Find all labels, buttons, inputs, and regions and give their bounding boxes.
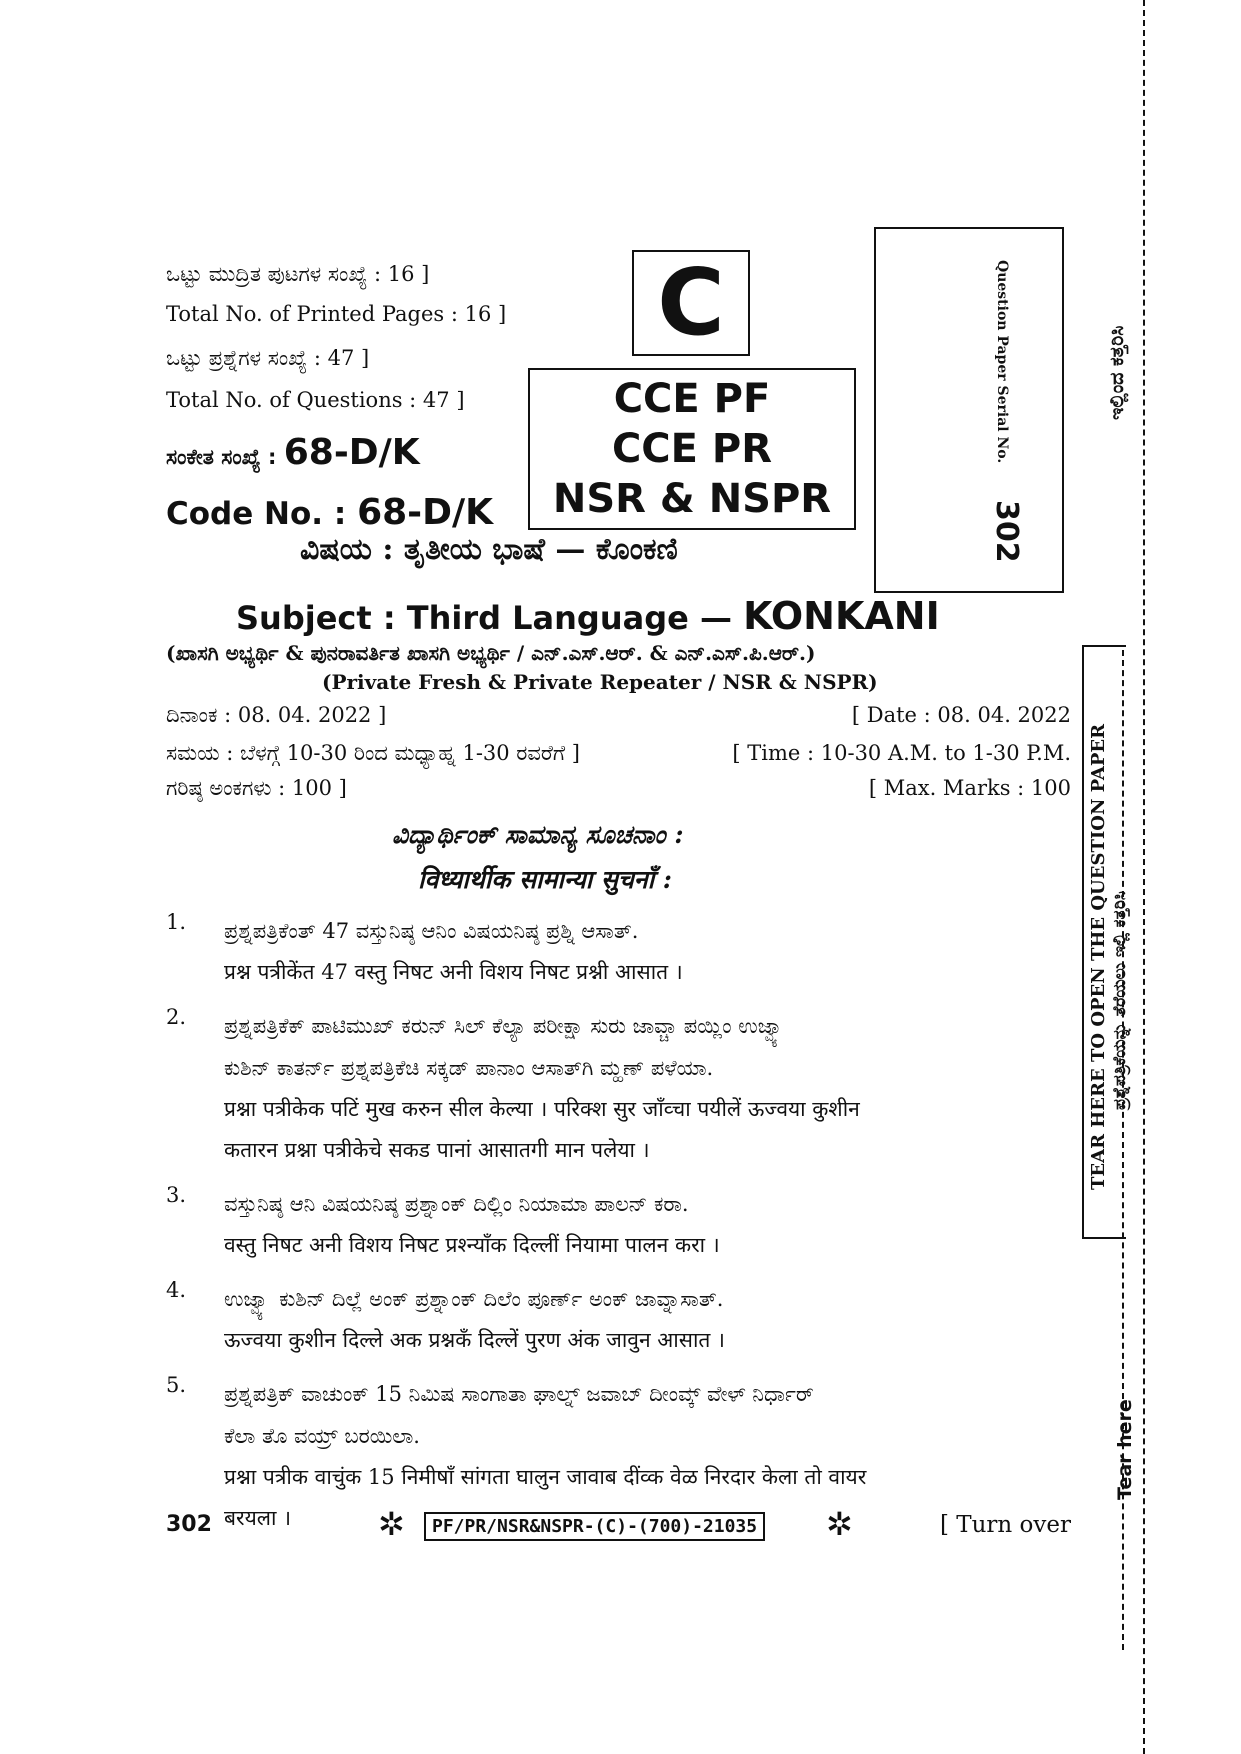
footer-code: PF/PR/NSR&NSPR-(C)-(700)-21035 <box>424 1512 765 1541</box>
tear-here: Tear here <box>1114 1399 1136 1500</box>
course-line: NSR & NSPR <box>552 476 832 522</box>
instruction-hi: प्रश्न पत्रीकेंत 47 वस्तु निषट अनी विशय निषट प्रश्नी आसात । <box>224 960 683 984</box>
tear-line-outer <box>1143 0 1145 1754</box>
ornament-icon: ✲ <box>378 1505 405 1543</box>
instruction-hi: वस्तु निषट अनी विशय निषट प्रश्न्याँक दिल्लीं नियामा पालन करा । <box>224 1233 720 1257</box>
ornament-icon: ✲ <box>826 1505 853 1543</box>
serial-number-box <box>874 227 1064 593</box>
instruction-item <box>166 1005 1066 1171</box>
time-en: [ Time : 10-30 A.M. to 1-30 P.M. <box>732 741 1071 765</box>
instruction-hi: कतारन प्रश्ना पत्रीकेचे सकड पानां आसातगी मान पलेया । <box>224 1138 650 1162</box>
instruction-hi: बरयला । <box>224 1506 292 1530</box>
subject-kn: ವಿಷಯ : ತೃತೀಯ ಭಾಷೆ — ಕೊಂಕಣಿ <box>300 532 678 567</box>
code-label-kn: ಸಂಕೇತ ಸಂಖ್ಯೆ : <box>166 445 284 469</box>
date-kn: ದಿನಾಂಕ : 08. 04. 2022 ] <box>166 703 387 727</box>
instruction-item <box>166 910 1066 993</box>
total-questions-kn: ಒಟ್ಟು ಪ್ರಶ್ನೆಗಳ ಸಂಖ್ಯೆ : 47 ] <box>166 346 370 370</box>
total-questions-en: Total No. of Questions : 47 ] <box>166 388 465 412</box>
instructions-heading-hi: विध्यार्थीक सामान्या सुचनाँ : <box>418 865 673 894</box>
subject-en-language: KONKANI <box>743 594 940 638</box>
instruction-number: 1. <box>166 910 187 934</box>
candidates-en: (Private Fresh & Private Repeater / NSR & NSPR) <box>322 670 878 694</box>
course-line: CCE PF <box>613 376 771 422</box>
tear-open-en: TEAR HERE TO OPEN THE QUESTION PAPER <box>1088 723 1109 1190</box>
instruction-kn: ಕುಶಿನ್ ಕಾತರ್ನ್ ಪ್ರಶ್ನಪತ್ರಿಕೆಚಿ ಸಕ್ಕಡ್ ಪಾನಾಂ ಆಸಾತ್‌ಗಿ ಮ್ಹಣ್ ಪಳೆಯಾ. <box>224 1056 714 1080</box>
date-en: [ Date : 08. 04. 2022 <box>851 703 1071 727</box>
subject-en-prefix: Subject : Third Language — <box>236 599 744 637</box>
instruction-kn: ಪ್ರಶ್ನಪತ್ರಿಕೆಕ್ ಪಾಟಿಮುಖ್ ಕರುನ್ ಸಿಲ್ ಕೆಲ್ಯಾ ಪರೀಕ್ಷಾ ಸುರು ಜಾವ್ಚಾ ಪಯ್ಲಿಂ ಉಜ್ವ್ಯಾ <box>224 1014 787 1038</box>
instructions-list <box>166 910 1066 1551</box>
instruction-hi: प्रश्ना पत्रीकेक पटिं मुख करुन सील केल्या । परिक्श सुर जाँव्चा पयीलें ऊज्वया कुशीन <box>224 1097 860 1121</box>
instruction-kn: ಪ್ರಶ್ನಪತ್ರಿಕ್ ವಾಚುಂಕ್ 15 ನಿಮಿಷ ಸಾಂಗಾತಾ ಘಾಲ್ನ್ ಜವಾಬ್ ದೀಂವ್ಕ್ ವೇಳ್ ನಿರ್ಧಾರ್ <box>224 1382 814 1406</box>
instruction-number: 5. <box>166 1373 187 1397</box>
serial-number: 302 <box>989 500 1024 563</box>
code-number-kn <box>166 432 420 473</box>
tear-open-kn: ಪ್ರಶ್ನೆಪತ್ರಿಕೆಯನ್ನು ತೆರೆಯಲು ಇಲ್ಲಿ ಕತ್ತರಿಸಿ <box>1110 891 1130 1110</box>
candidates-kn: (ಖಾಸಗಿ ಅಭ್ಯರ್ಥಿ & ಪುನರಾವರ್ತಿತ ಖಾಸಗಿ ಅಭ್ಯರ್ಥಿ / ಎನ್.ಎಸ್.ಆರ್. & ಎನ್.ಎಸ್.ಪಿ.ಆರ್.) <box>166 641 816 665</box>
marks-en: [ Max. Marks : 100 <box>868 776 1071 800</box>
version-box: C <box>632 250 750 356</box>
instruction-number: 4. <box>166 1278 187 1302</box>
time-kn: ಸಮಯ : ಬೆಳಗ್ಗೆ 10-30 ರಿಂದ ಮಧ್ಯಾಹ್ನ 1-30 ರವರೆಗೆ ] <box>166 741 580 765</box>
instruction-kn: ವಸ್ತುನಿಷ್ಠ ಆನಿ ವಿಷಯನಿಷ್ಠ ಪ್ರಶ್ನಾಂಕ್ ದಿಲ್ಲಿಂ ನಿಯಾಮಾ ಪಾಲನ್ ಕರಾ. <box>224 1192 689 1216</box>
instructions-heading-kn: ವಿದ್ಯಾರ್ಥಿಂಕ್ ಸಾಮಾನ್ಯ ಸೂಚನಾಂ : <box>392 820 684 849</box>
serial-label: Question Paper Serial No. <box>994 260 1010 464</box>
instruction-hi: ऊज्वया कुशीन दिल्ले अक प्रश्नकँ दिल्लें पुरण अंक जावुन आसात । <box>224 1328 725 1352</box>
marks-kn: ಗರಿಷ್ಠ ಅಂಕಗಳು : 100 ] <box>166 776 347 800</box>
course-line: CCE PR <box>611 426 773 472</box>
instruction-item <box>166 1183 1066 1266</box>
footer-page-serial: 302 <box>166 1512 212 1537</box>
instruction-kn: ಉಜ್ವ್ಯಾ ಕುಶಿನ್ ದಿಲ್ಲೆ ಅಂಕ್ ಪ್ರಶ್ನಾಂಕ್ ದಿಲೆಂ ಪೂರ್ಣ್ ಅಂಕ್ ಜಾವ್ನಾಸಾತ್. <box>224 1287 724 1311</box>
instruction-item <box>166 1278 1066 1361</box>
instruction-hi: प्रश्ना पत्रीक वाचुंक 15 निमीषाँ सांगता घालुन जावाब दींव्क वेळ निरदार केला तो वायर <box>224 1465 867 1489</box>
code-value-kn: 68-D/K <box>283 432 420 473</box>
subject-en <box>236 594 940 638</box>
code-label-en: Code No. : <box>166 496 358 532</box>
instruction-kn: ಪ್ರಶ್ನಪತ್ರಿಕೆಂತ್ 47 ವಸ್ತುನಿಷ್ಠ ಆನಿಂ ವಿಷಯನಿಷ್ಠ ಪ್ರಶ್ನಿ ಆಸಾತ್. <box>224 919 639 943</box>
code-number-en <box>166 492 493 533</box>
printed-pages-en: Total No. of Printed Pages : 16 ] <box>166 302 507 326</box>
instruction-number: 3. <box>166 1183 187 1207</box>
instruction-kn: ಕೆಲಾ ತೊ ವಯ್ರ್ ಬರಯಿಲಾ. <box>224 1424 420 1448</box>
code-value-en: 68-D/K <box>357 492 494 533</box>
turn-over: [ Turn over <box>939 1512 1071 1538</box>
course-box <box>528 368 856 530</box>
tear-top-kn: ಇಲ್ಲಿಂದ ಕತ್ತರಿಸಿ <box>1106 325 1128 420</box>
instruction-number: 2. <box>166 1005 187 1029</box>
printed-pages-kn: ಒಟ್ಟು ಮುದ್ರಿತ ಪುಟಗಳ ಸಂಖ್ಯೆ : 16 ] <box>166 262 430 286</box>
